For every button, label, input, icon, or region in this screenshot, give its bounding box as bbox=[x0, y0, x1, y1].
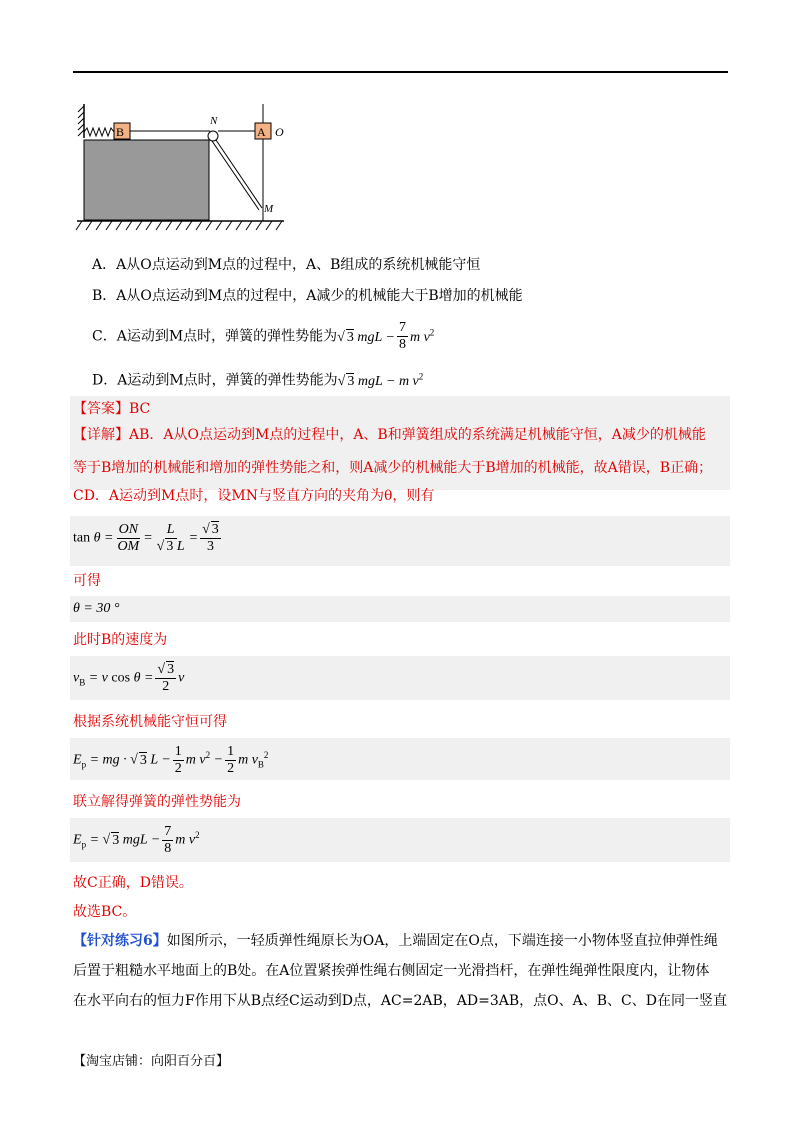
kede-text: 可得 bbox=[73, 573, 101, 589]
answer: 【答案】BC bbox=[73, 401, 151, 417]
block-b-label: B bbox=[116, 125, 125, 139]
footer-shop: 【淘宝店铺：向阳百分百】 bbox=[73, 1054, 230, 1069]
option-b: B．A从O点运动到M点的过程中，A减少的机械能大于B增加的机械能 bbox=[92, 288, 523, 304]
detail-line-2: 等于B增加的机械能和增加的弹性势能之和，则A减少的机械能大于B增加的机械能，故A错误，B正确； bbox=[73, 460, 713, 476]
physics-diagram bbox=[72, 100, 292, 240]
option-a: A．A从O点运动到M点的过程中，A、B组成的系统机械能守恒 bbox=[92, 257, 481, 273]
practice-line-2: 后置于粗糙水平地面上的B处。在A位置紧挨弹性绳右侧固定一光滑挡杆，在弹性绳弹性限度内，让物体 bbox=[73, 963, 710, 979]
option-c: C．A运动到M点时，弹簧的弹性势能为√ 3 mgL − $\frac{7}{8}$ m $v^2$ bbox=[92, 320, 435, 352]
theta-equation: θ = 30 ° bbox=[73, 601, 120, 616]
ep-result-formula: $E_p$ = √ 3 mgL − $\frac{7}{8}$ m $v^2$ bbox=[73, 824, 200, 856]
detail-line-1: 【详解】AB．A从O点运动到M点的过程中，A、B和弹簧组成的系统满足机械能守恒，A减少的机械能 bbox=[73, 427, 706, 443]
energy-formula: $E_p$ = mg · √ 3 L − $\frac{1}{2}$ m $v^2$ − $\frac{1}{2}$ m $v_B^2$ bbox=[73, 744, 269, 776]
svg-text:O: O bbox=[275, 125, 284, 139]
energy-label: 根据系统机械能守恒可得 bbox=[73, 714, 227, 730]
conclusion-1: 故C正确，D错误。 bbox=[73, 875, 193, 891]
svg-text:A: A bbox=[257, 125, 266, 139]
formula-shade-2 bbox=[70, 596, 730, 622]
tan-formula: tan θ = $\frac{ON}{OM}$ = $\frac{L}{√ 3 L}$ = $\frac{√ 3}{3}$ bbox=[73, 522, 219, 554]
option-d: D．A运动到M点时，弹簧的弹性势能为√ 3 mgL − m $v^2$ bbox=[92, 371, 424, 389]
svg-text:M: M bbox=[264, 203, 274, 215]
practice-line-1: 【针对练习6】如图所示，一轻质弹性绳原长为OA，上端固定在O点，下端连接一小物体竖直拉伸弹性绳 bbox=[73, 933, 718, 949]
table bbox=[84, 140, 209, 220]
spring bbox=[84, 128, 114, 136]
header-rule bbox=[73, 71, 728, 73]
vb-formula: $v_B = v$ cos θ = $\frac{√ 3}{2}$ v bbox=[73, 662, 185, 694]
solve-label: 联立解得弹簧的弹性势能为 bbox=[73, 794, 241, 810]
pulley-n bbox=[208, 131, 218, 141]
svg-text:N: N bbox=[210, 115, 218, 127]
vb-label: 此时B的速度为 bbox=[73, 632, 168, 648]
practice-line-3: 在水平向右的恒力F作用下从B点经C运动到D点，AC=2AB，AD=3AB，点O、A、B、C、D在同一竖直 bbox=[73, 993, 727, 1009]
conclusion-2: 故选BC。 bbox=[73, 904, 137, 920]
detail-line-3: CD．A运动到M点时，设MN与竖直方向的夹角为θ，则有 bbox=[73, 488, 435, 504]
